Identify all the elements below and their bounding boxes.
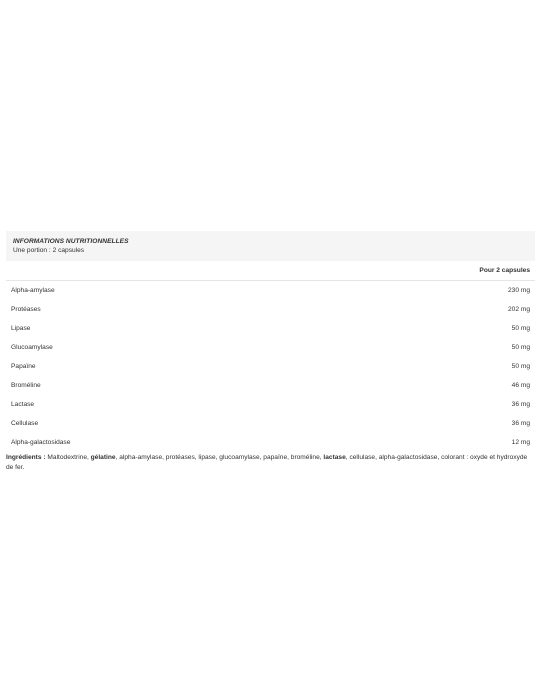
ingredients-label: Ingrédients : [6,454,46,461]
nutrient-name: Lipase [11,325,31,332]
ingredients-part: , cellulase, alpha-galactosidase, colorant : oxyde et hydroxyde de fer. [6,454,528,471]
nutrient-name: Protéases [11,306,41,313]
table-row [6,376,535,395]
nutrition-title: INFORMATIONS NUTRITIONNELLES [13,238,129,245]
table-row [6,281,535,300]
serving-size: Une portion : 2 capsules [13,247,85,254]
ingredients-text [6,453,532,472]
ingredients-part: Maltodextrine, [45,454,91,461]
nutrient-name: Alpha-galactosidase [11,439,71,446]
nutrition-header [6,231,535,261]
table-row [6,395,535,414]
nutrient-value: 46 mg [511,382,530,389]
table-row [6,319,535,338]
allergen-gelatin: gélatine [90,454,116,461]
nutrition-table [6,231,535,452]
nutrient-name: Broméline [11,382,41,389]
nutrient-name: Glucoamylase [11,344,53,351]
table-row [6,414,535,433]
nutrient-value: 50 mg [511,325,530,332]
nutrient-value: 36 mg [511,420,530,427]
ingredients-part: , alpha-amylase, protéases, lipase, glucoamylase, papaïne, broméline, [115,454,324,461]
table-row [6,300,535,319]
table-row [6,433,535,452]
table-row [6,338,535,357]
nutrient-value: 36 mg [511,401,530,408]
nutrient-name: Lactase [11,401,35,408]
nutrient-value: 202 mg [508,306,530,313]
table-row [6,357,535,376]
nutrient-value: 50 mg [511,363,530,370]
column-header [6,261,535,281]
nutrient-value: 50 mg [511,344,530,351]
nutrient-name: Cellulase [11,420,39,427]
nutrient-name: Papaïne [11,363,36,370]
nutrient-name: Alpha-amylase [11,287,55,294]
nutrient-value: 12 mg [511,439,530,446]
column-header-label: Pour 2 capsules [479,267,530,274]
nutrient-value: 230 mg [508,287,530,294]
allergen-lactase: lactase [323,454,346,461]
